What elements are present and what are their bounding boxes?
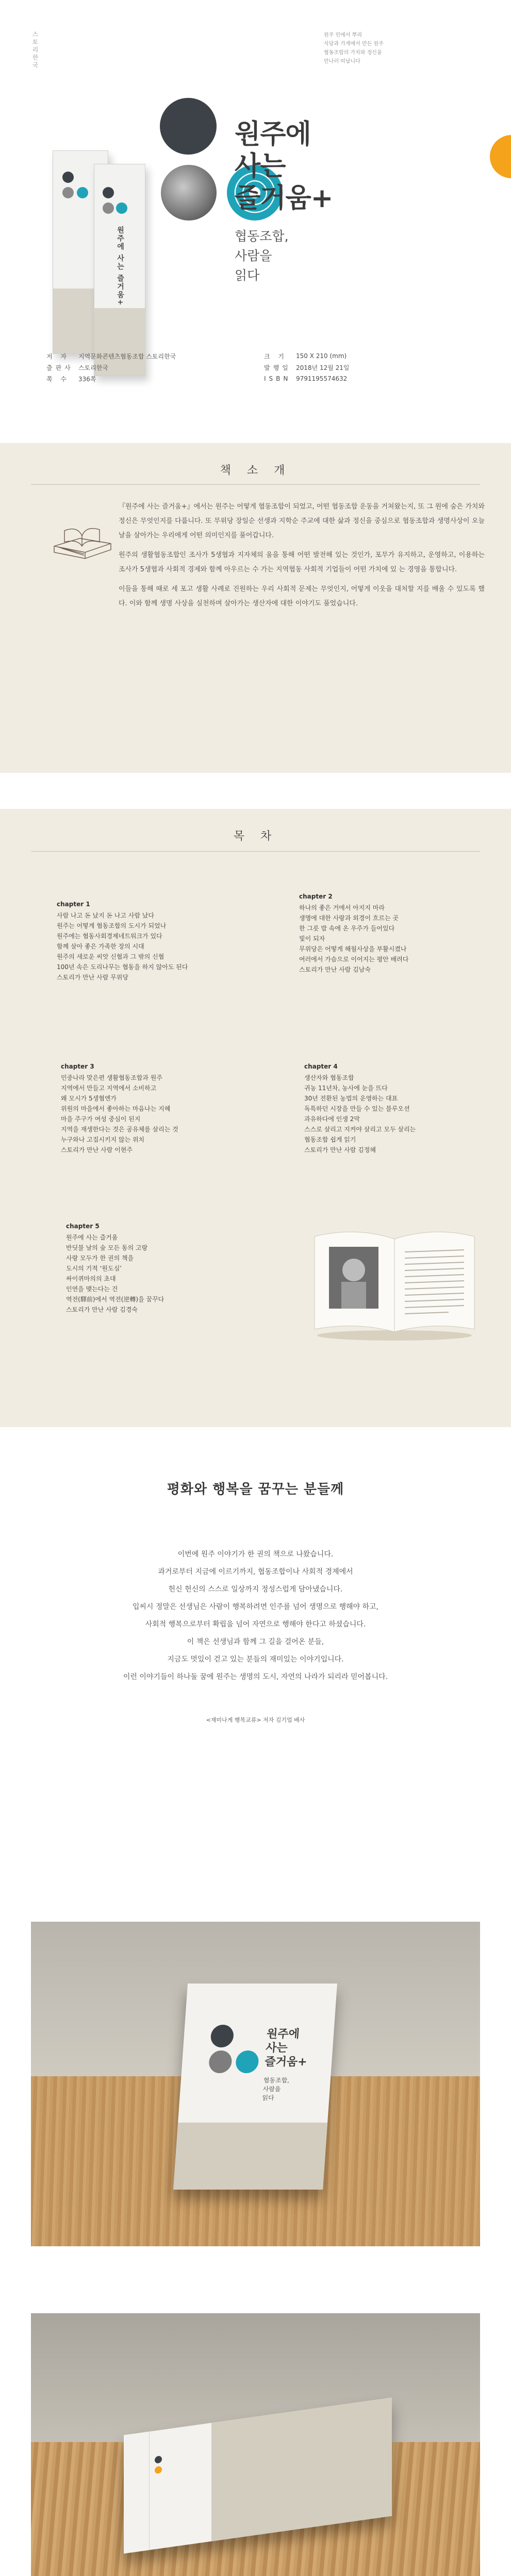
book-teal-dot — [235, 2050, 259, 2073]
chapter-item: 협동조합 쉽게 읽기 — [304, 1136, 356, 1143]
series-label: 스토리한국 — [31, 31, 39, 70]
yellow-circle — [490, 135, 511, 178]
blurb-line: 식당과 가게에서 만든 원주 — [324, 41, 384, 47]
intro-paragraph: 이들을 통해 때로 세 포고 생활 사례로 진원하는 우리 사회적 문제는 무엇인지, 어떻게 이웃을 대처할 지를 배울 수 있도록 했다. 이와 함께 생명 사상을 실천하며 살아가는 생산자에 대한 이야기도 풀었습니다. — [119, 585, 485, 607]
hero-blurb — [324, 31, 417, 66]
chapter-block — [304, 1061, 490, 1155]
chapter-item: 스스로 살리고 지켜야 살리고 모두 살리는 — [304, 1126, 416, 1133]
info-key: 쪽 수 — [46, 375, 70, 383]
photo-sub-line: 협동조합, — [263, 2077, 290, 2084]
recommendation-line: 사회적 행복으로부터 확립을 넘어 자연으로 행해야 한다고 하셨습니다. — [145, 1620, 366, 1629]
mini-photo-dot — [103, 202, 114, 214]
cover-dark-circle — [160, 98, 217, 155]
book-info-table — [46, 350, 464, 384]
book-spine — [124, 2432, 150, 2554]
info-key: 출판사 — [46, 364, 74, 371]
chapter-item: 100년 속은 도리나무는 협동을 하지 않아도 된다 — [57, 963, 188, 971]
spine-title: 원주에 사는 즐거움+ — [116, 226, 124, 307]
chapter-item: 여러에서 가슴으로 이어지는 평안 배려다 — [299, 956, 409, 963]
chapter-block — [57, 899, 263, 982]
photo-title-line: 사는 — [265, 2042, 288, 2055]
chapter-item: 무위당은 어떻게 해월사상을 부활시켰나 — [299, 945, 407, 953]
recommendation-body — [0, 1546, 511, 1686]
blurb-line: 원주 민에서 뿌리 — [324, 32, 362, 38]
subtitle-line: 사람을 — [235, 248, 272, 263]
chapter-item: 사람 나고 돈 났지 돈 나고 사람 났다 — [57, 912, 154, 919]
chapter-item: 독특하던 시장을 만들 수 있는 블루오션 — [304, 1105, 410, 1112]
open-book-photo — [309, 1216, 480, 1345]
intro-paragraph: 『원주에 사는 즐거움+』에서는 원주는 어떻게 협동조합이 되었고, 어떤 협동조합 운동을 거쳐왔는지, 또 그 원에 숨은 가치와 정신은 무엇인지를 다룹니다. 또 무위당 장일순 선생과 지학순 주교에 대한 삶과 정신을 중심으로 협동조합과 생명사상이 오늘날을 살아가는 우리에게 어떤 의미인지를 풀어갑니다. — [119, 503, 485, 539]
book-dark-dot — [210, 2025, 234, 2047]
chapter-item: 함께 살아 좋은 가족한 장의 시대 — [57, 943, 144, 950]
product-photo-2 — [31, 2313, 480, 2576]
chapter-item: 스토리가 만난 사람 김정혜 — [304, 1146, 376, 1154]
chapter-item: 하나의 좋은 거에서 아지지 마라 — [299, 904, 385, 911]
blurb-line: 협동조합의 가치와 정신을 — [324, 50, 382, 56]
intro-body — [119, 500, 485, 616]
book-photo-title — [264, 2027, 309, 2069]
title-line: 즐거움+ — [235, 183, 333, 214]
chapter-item: 반딧불 날의 숲 모든 동의 고랑 — [66, 1244, 148, 1251]
info-row — [46, 373, 464, 384]
recommendation-citation: <재미나게 행복교류> 저자 김기업 배사 — [206, 1717, 305, 1723]
chapter-item: 지역에서 만들고 지역에서 소비하고 — [61, 1084, 157, 1092]
info-key: ISBN — [264, 375, 291, 382]
subtitle-line: 읽다 — [235, 268, 260, 283]
recommendation-section — [0, 1427, 511, 1922]
chapter-item: 지역을 재생한다는 것은 공유체를 살리는 것 — [61, 1126, 178, 1133]
mini-photo-dot — [62, 187, 74, 198]
photo-sub-line: 사람을 — [262, 2086, 281, 2093]
info-value: 스토리한국 — [78, 364, 108, 371]
cover-photo-circle — [161, 165, 217, 221]
chapter-item: 원주는 어떻게 협동조합의 도시가 되었나 — [57, 922, 167, 929]
recommendation-line: 이런 이야기들이 하나둘 꿈에 원주는 생명의 도시, 자연의 나라가 되리라 믿어봅니다. — [123, 1673, 388, 1681]
divider — [31, 851, 480, 852]
chapter-title: chapter 3 — [61, 1063, 94, 1070]
chapter-item: 원주의 새로운 씨앗 신협과 그 밖의 신협 — [57, 953, 164, 960]
book-mockup-front — [94, 164, 145, 376]
photo-sub-line: 읽다 — [261, 2094, 275, 2102]
blurb-line: 만나러 떠납니다 — [324, 59, 360, 64]
chapter-title: chapter 5 — [66, 1223, 100, 1230]
chapter-item: 민중나라 맞은편 생활협동조합과 원주 — [61, 1074, 162, 1081]
chapter-item: 30년 전환된 농법의 운영하는 대표 — [304, 1095, 398, 1102]
book-band — [173, 2123, 327, 2190]
book-intro-section — [0, 443, 511, 773]
chapter-item: 도시의 기적 ‘원도심’ — [66, 1265, 122, 1272]
chapter-item: 역전(驛前)에서 역전(逆轉)을 꿈꾸다 — [66, 1296, 164, 1303]
chapter-item: 귀농 11년차, 농사에 눈을 뜨다 — [304, 1084, 388, 1092]
chapter-item: 싸이퀴마의의 초대 — [66, 1275, 116, 1282]
book-subtitle — [235, 227, 289, 285]
product-photo-1 — [31, 1922, 480, 2246]
recommendation-line: 지금도 멋있이 걷고 있는 분들의 재미있는 이야기입니다. — [167, 1655, 344, 1664]
chapter-block — [299, 891, 485, 975]
book-title — [235, 118, 333, 214]
info-key: 크 기 — [264, 352, 287, 360]
chapter-block — [66, 1221, 272, 1315]
chapter-item: 원주에 사는 즐거움 — [66, 1234, 118, 1241]
book-photo-subtitle — [262, 2076, 290, 2103]
photo-title-line: 원주에 — [266, 2028, 300, 2041]
info-key: 저 자 — [46, 352, 70, 360]
chapter-item: 과유하다에 인생 2막 — [304, 1115, 360, 1123]
toc-section — [0, 809, 511, 1427]
book-photo — [173, 1984, 337, 2190]
intro-heading: 책 소 개 — [220, 464, 291, 477]
chapter-item: 마을 주구가 여성 중심이 된지 — [61, 1115, 141, 1123]
recommendation-line: 이 책은 선생님과 함께 그 길을 걸어온 분들, — [187, 1638, 324, 1646]
chapter-item: 스토리가 만난 사람 이현주 — [61, 1146, 133, 1154]
spine-yellow-dot — [155, 2466, 162, 2474]
recommendation-line: 헌신 헌신의 스스로 일상까지 정성스럽게 담아냈습니다. — [168, 1585, 343, 1594]
chapter-title: chapter 4 — [304, 1063, 338, 1070]
divider — [31, 484, 480, 485]
photo-title-line: 즐거움+ — [264, 2056, 308, 2069]
info-value: 지역문화콘텐츠협동조합 스토리한국 — [78, 352, 176, 360]
chapter-item: 스토리가 만난 사람 김남숙 — [299, 966, 371, 973]
chapter-block — [61, 1061, 267, 1155]
chapter-item: 누구와나 고집시키지 않는 위치 — [61, 1136, 145, 1143]
toc-heading: 목 차 — [233, 830, 278, 843]
recommendation-line: 과거로부터 지금에 이르기까지, 협동조합이나 사회적 경제에서 — [158, 1568, 353, 1576]
chapter-item: 사랑 모두가 한 권의 책을 — [66, 1255, 134, 1262]
mini-teal-dot — [116, 202, 127, 214]
books-illustration — [49, 510, 116, 567]
spine-dark-dot — [155, 2455, 162, 2464]
chapter-item: 원주에는 협동사회경제네트워크가 있다 — [57, 933, 162, 940]
hero-section — [0, 0, 511, 443]
chapter-item: 생명에 대한 사랑과 외경이 흐르는 곳 — [299, 914, 399, 922]
info-value: 150 X 210 (mm) — [296, 352, 347, 360]
book-photo-dot — [208, 2050, 233, 2073]
chapter-item: 위원의 마을에서 좋아하는 마음나는 지혜 — [61, 1105, 171, 1112]
chapter-item: 생산자와 협동조합 — [304, 1074, 354, 1081]
mini-teal-dot — [77, 187, 88, 198]
chapter-title: chapter 1 — [57, 901, 90, 908]
info-value: 9791195574632 — [296, 375, 348, 382]
chapter-item: 빛이 되자 — [299, 935, 325, 942]
book-band — [211, 2397, 392, 2541]
title-line: 원주에 — [235, 119, 311, 150]
chapter-item: 한 그릇 밥 속에 온 우주가 들어있다 — [299, 925, 395, 932]
recommendation-line: 이번에 원주 이야기가 한 권의 책으로 나왔습니다. — [177, 1550, 334, 1558]
recommendation-line: 입씨시 정말은 선생님은 사람이 행복하려면 인주를 넘어 생명으로 행해야 하고, — [132, 1603, 379, 1611]
chapter-title: chapter 2 — [299, 893, 333, 900]
chapter-item: 인연을 맺는다는 건 — [66, 1285, 118, 1293]
title-line: 사는 — [235, 151, 286, 182]
recommendation-title: 평화와 행복을 꿈꾸는 분들께 — [167, 1482, 344, 1497]
chapter-item: 왜 모시가 5생협엔가 — [61, 1095, 117, 1102]
info-row — [46, 350, 464, 362]
mini-dark-dot — [103, 187, 114, 198]
chapter-item: 스토리가 만난 사람 무위당 — [57, 974, 128, 981]
info-value: 336쪽 — [78, 375, 96, 383]
intro-paragraph: 원주의 생활협동조합인 조사가 5생협과 지자체의 움을 통해 어떤 발전해 있는 것인가, 포무가 유지하고, 운영하고, 이용하는 조사가 5생협과 사회적 경제와 함께 아우르는 수 가는 지역협동 사회적 기업들이 어떤 가치에 있 는 경영을 통합니다. — [119, 551, 485, 573]
chapter-item: 스토리가 만난 사람 김경숙 — [66, 1306, 138, 1313]
mini-dark-dot — [62, 172, 74, 183]
info-value: 2018년 12월 21일 — [296, 364, 350, 371]
info-row — [46, 362, 464, 373]
info-key: 발행일 — [264, 364, 291, 371]
subtitle-line: 협동조합, — [235, 229, 289, 244]
